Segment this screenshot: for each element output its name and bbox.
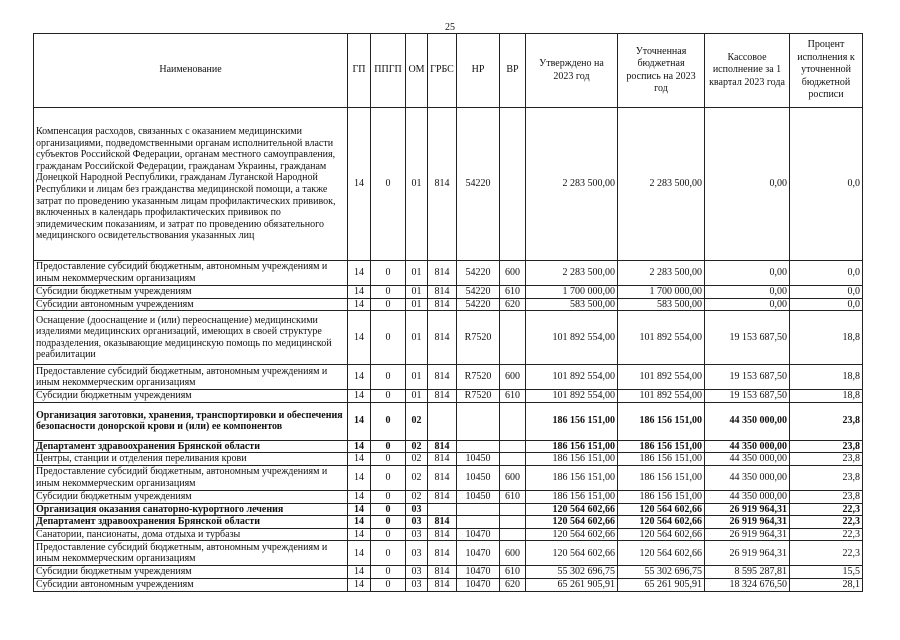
table-row (34, 516, 863, 529)
cell-refined: 2 283 500,00 (618, 108, 705, 261)
cell-ppgp: 0 (371, 390, 406, 403)
cell-name: Оснащение (дооснащение и (или) переоснащение) медицинскими изделиями медицинских организаций, имеющих в своей структуре подразделения, оказывающие медицинскую помощь по медицинской реабилитации (34, 311, 348, 365)
header-approved: Утверждено на 2023 год (526, 34, 618, 108)
cell-name: Субсидии бюджетным учреждениям (34, 286, 348, 299)
cell-name: Компенсация расходов, связанных с оказанием медицинскими организациями, подведомственными органам исполнительной власти субъектов Российской Федерации, органам местного самоуправления, гражданам Российской Федерации, гражданам Украины, гражданам Донецкой Народной Республики, гражданам Луганской Народной Республики и лицам без гражданства медицинской помощи, а также затрат по проведению указанным лицам профилактических прививок, включенных в календарь профилактических прививок по эпидемическим показаниям, и затрат по проведению обязательного медицинского освидетельствования указанных лиц (34, 108, 348, 261)
cell-cash: 26 919 964,31 (705, 503, 790, 516)
cell-refined: 101 892 554,00 (618, 390, 705, 403)
cell-grbs: 814 (428, 108, 457, 261)
cell-gp: 14 (348, 516, 371, 529)
cell-gp: 14 (348, 528, 371, 541)
cell-percent: 22,3 (790, 516, 863, 529)
header-om: ОМ (406, 34, 428, 108)
cell-om: 03 (406, 541, 428, 566)
cell-refined: 186 156 151,00 (618, 490, 705, 503)
cell-name: Предоставление субсидий бюджетным, автономным учреждениям и иным некоммерческим организациям (34, 465, 348, 490)
cell-vr (500, 516, 526, 529)
cell-name: Департамент здравоохранения Брянской области (34, 516, 348, 529)
page-number: 25 (445, 22, 455, 33)
cell-nr: 54220 (457, 286, 500, 299)
cell-percent: 28,1 (790, 578, 863, 591)
cell-ppgp: 0 (371, 541, 406, 566)
cell-nr: 10470 (457, 578, 500, 591)
cell-grbs: 814 (428, 311, 457, 365)
cell-cash: 44 350 000,00 (705, 453, 790, 466)
cell-om: 02 (406, 402, 428, 440)
cell-nr: 10450 (457, 453, 500, 466)
cell-vr: 620 (500, 298, 526, 311)
table-row (34, 311, 863, 365)
table-row (34, 578, 863, 591)
cell-grbs: 814 (428, 490, 457, 503)
cell-gp: 14 (348, 286, 371, 299)
cell-ppgp: 0 (371, 261, 406, 286)
cell-nr: R7520 (457, 365, 500, 390)
table-row (34, 390, 863, 403)
cell-refined: 120 564 602,66 (618, 516, 705, 529)
cell-gp: 14 (348, 566, 371, 579)
cell-cash: 44 350 000,00 (705, 402, 790, 440)
cell-approved: 120 564 602,66 (526, 516, 618, 529)
cell-percent: 22,3 (790, 528, 863, 541)
cell-gp: 14 (348, 453, 371, 466)
cell-ppgp: 0 (371, 402, 406, 440)
cell-vr (500, 440, 526, 453)
cell-refined: 65 261 905,91 (618, 578, 705, 591)
cell-nr: R7520 (457, 390, 500, 403)
cell-grbs: 814 (428, 453, 457, 466)
cell-grbs: 814 (428, 541, 457, 566)
table-row (34, 440, 863, 453)
cell-approved: 583 500,00 (526, 298, 618, 311)
cell-nr: 10470 (457, 541, 500, 566)
cell-grbs: 814 (428, 566, 457, 579)
cell-percent: 0,0 (790, 108, 863, 261)
header-gp: ГП (348, 34, 371, 108)
table-row (34, 503, 863, 516)
cell-vr (500, 311, 526, 365)
cell-nr: 10470 (457, 566, 500, 579)
cell-refined: 55 302 696,75 (618, 566, 705, 579)
cell-approved: 186 156 151,00 (526, 402, 618, 440)
cell-grbs: 814 (428, 440, 457, 453)
cell-nr: 10450 (457, 465, 500, 490)
cell-name: Центры, станции и отделения переливания крови (34, 453, 348, 466)
cell-ppgp: 0 (371, 578, 406, 591)
cell-gp: 14 (348, 108, 371, 261)
cell-cash: 0,00 (705, 286, 790, 299)
cell-vr: 600 (500, 465, 526, 490)
cell-name: Организация заготовки, хранения, транспортировки и обеспечения безопасности донорской крови и (или) ее компонентов (34, 402, 348, 440)
table-row (34, 402, 863, 440)
table-row (34, 108, 863, 261)
cell-cash: 0,00 (705, 108, 790, 261)
cell-name: Предоставление субсидий бюджетным, автономным учреждениям и иным некоммерческим организациям (34, 261, 348, 286)
cell-gp: 14 (348, 402, 371, 440)
cell-cash: 0,00 (705, 261, 790, 286)
cell-om: 02 (406, 490, 428, 503)
table-row (34, 528, 863, 541)
cell-nr (457, 516, 500, 529)
cell-refined: 2 283 500,00 (618, 261, 705, 286)
cell-om: 01 (406, 286, 428, 299)
cell-cash: 19 153 687,50 (705, 390, 790, 403)
cell-approved: 65 261 905,91 (526, 578, 618, 591)
cell-vr (500, 528, 526, 541)
cell-vr: 610 (500, 286, 526, 299)
cell-name: Субсидии автономным учреждениям (34, 578, 348, 591)
cell-nr: 10450 (457, 490, 500, 503)
header-grbs: ГРБС (428, 34, 457, 108)
cell-grbs: 814 (428, 465, 457, 490)
cell-name: Департамент здравоохранения Брянской области (34, 440, 348, 453)
cell-refined: 186 156 151,00 (618, 465, 705, 490)
header-row (34, 34, 863, 108)
cell-ppgp: 0 (371, 465, 406, 490)
cell-om: 03 (406, 528, 428, 541)
cell-cash: 44 350 000,00 (705, 440, 790, 453)
header-vr: ВР (500, 34, 526, 108)
cell-grbs: 814 (428, 528, 457, 541)
cell-vr (500, 402, 526, 440)
cell-grbs: 814 (428, 261, 457, 286)
cell-vr: 600 (500, 541, 526, 566)
table-row (34, 453, 863, 466)
cell-gp: 14 (348, 490, 371, 503)
cell-name: Санатории, пансионаты, дома отдыха и турбазы (34, 528, 348, 541)
cell-ppgp: 0 (371, 503, 406, 516)
cell-refined: 101 892 554,00 (618, 311, 705, 365)
cell-percent: 23,8 (790, 440, 863, 453)
cell-percent: 18,8 (790, 390, 863, 403)
table-row (34, 541, 863, 566)
cell-cash: 19 153 687,50 (705, 311, 790, 365)
cell-vr: 610 (500, 566, 526, 579)
cell-cash: 44 350 000,00 (705, 465, 790, 490)
cell-gp: 14 (348, 541, 371, 566)
cell-cash: 26 919 964,31 (705, 541, 790, 566)
cell-refined: 186 156 151,00 (618, 453, 705, 466)
cell-approved: 186 156 151,00 (526, 490, 618, 503)
cell-om: 03 (406, 578, 428, 591)
header-percent: Процент исполнения к уточненной бюджетной росписи (790, 34, 863, 108)
cell-om: 03 (406, 516, 428, 529)
cell-approved: 55 302 696,75 (526, 566, 618, 579)
cell-vr: 610 (500, 490, 526, 503)
cell-refined: 101 892 554,00 (618, 365, 705, 390)
cell-vr: 600 (500, 261, 526, 286)
cell-name: Предоставление субсидий бюджетным, автономным учреждениям и иным некоммерческим организациям (34, 365, 348, 390)
cell-grbs (428, 503, 457, 516)
cell-vr (500, 453, 526, 466)
table-row (34, 298, 863, 311)
cell-approved: 120 564 602,66 (526, 503, 618, 516)
cell-grbs (428, 402, 457, 440)
cell-approved: 1 700 000,00 (526, 286, 618, 299)
cell-percent: 22,3 (790, 503, 863, 516)
table-row (34, 490, 863, 503)
cell-cash: 18 324 676,50 (705, 578, 790, 591)
cell-approved: 101 892 554,00 (526, 390, 618, 403)
cell-refined: 120 564 602,66 (618, 528, 705, 541)
cell-nr: 10470 (457, 528, 500, 541)
table-row (34, 465, 863, 490)
cell-name: Организация оказания санаторно-курортного лечения (34, 503, 348, 516)
cell-om: 01 (406, 311, 428, 365)
cell-nr (457, 402, 500, 440)
cell-approved: 101 892 554,00 (526, 311, 618, 365)
cell-ppgp: 0 (371, 566, 406, 579)
header-name: Наименование (34, 34, 348, 108)
cell-approved: 2 283 500,00 (526, 261, 618, 286)
cell-grbs: 814 (428, 516, 457, 529)
cell-om: 02 (406, 440, 428, 453)
cell-percent: 18,8 (790, 311, 863, 365)
cell-ppgp: 0 (371, 528, 406, 541)
cell-om: 01 (406, 108, 428, 261)
cell-om: 01 (406, 365, 428, 390)
cell-nr (457, 440, 500, 453)
cell-percent: 18,8 (790, 365, 863, 390)
cell-approved: 186 156 151,00 (526, 453, 618, 466)
cell-ppgp: 0 (371, 453, 406, 466)
cell-ppgp: 0 (371, 108, 406, 261)
cell-gp: 14 (348, 261, 371, 286)
cell-ppgp: 0 (371, 311, 406, 365)
cell-nr: R7520 (457, 311, 500, 365)
cell-approved: 120 564 602,66 (526, 528, 618, 541)
cell-name: Предоставление субсидий бюджетным, автономным учреждениям и иным некоммерческим организациям (34, 541, 348, 566)
cell-cash: 8 595 287,81 (705, 566, 790, 579)
cell-percent: 23,8 (790, 490, 863, 503)
cell-approved: 101 892 554,00 (526, 365, 618, 390)
table-row (34, 261, 863, 286)
cell-nr: 54220 (457, 261, 500, 286)
cell-ppgp: 0 (371, 440, 406, 453)
cell-ppgp: 0 (371, 516, 406, 529)
cell-grbs: 814 (428, 286, 457, 299)
cell-approved: 186 156 151,00 (526, 440, 618, 453)
cell-percent: 0,0 (790, 286, 863, 299)
cell-grbs: 814 (428, 365, 457, 390)
cell-ppgp: 0 (371, 298, 406, 311)
cell-om: 02 (406, 465, 428, 490)
cell-ppgp: 0 (371, 286, 406, 299)
cell-vr: 620 (500, 578, 526, 591)
cell-gp: 14 (348, 465, 371, 490)
cell-name: Субсидии бюджетным учреждениям (34, 390, 348, 403)
table-row (34, 566, 863, 579)
cell-grbs: 814 (428, 578, 457, 591)
cell-percent: 0,0 (790, 261, 863, 286)
cell-grbs: 814 (428, 298, 457, 311)
cell-refined: 186 156 151,00 (618, 440, 705, 453)
budget-table (33, 33, 863, 592)
cell-refined: 186 156 151,00 (618, 402, 705, 440)
cell-gp: 14 (348, 298, 371, 311)
cell-percent: 22,3 (790, 541, 863, 566)
cell-om: 01 (406, 390, 428, 403)
cell-name: Субсидии автономным учреждениям (34, 298, 348, 311)
cell-om: 01 (406, 261, 428, 286)
cell-cash: 19 153 687,50 (705, 365, 790, 390)
cell-gp: 14 (348, 578, 371, 591)
cell-refined: 120 564 602,66 (618, 541, 705, 566)
cell-name: Субсидии бюджетным учреждениям (34, 566, 348, 579)
cell-cash: 26 919 964,31 (705, 516, 790, 529)
cell-gp: 14 (348, 390, 371, 403)
cell-approved: 2 283 500,00 (526, 108, 618, 261)
cell-percent: 23,8 (790, 453, 863, 466)
cell-gp: 14 (348, 365, 371, 390)
cell-approved: 186 156 151,00 (526, 465, 618, 490)
cell-nr: 54220 (457, 298, 500, 311)
cell-name: Субсидии бюджетным учреждениям (34, 490, 348, 503)
header-cash: Кассовое исполнение за 1 квартал 2023 года (705, 34, 790, 108)
cell-ppgp: 0 (371, 365, 406, 390)
cell-percent: 15,5 (790, 566, 863, 579)
cell-om: 03 (406, 503, 428, 516)
cell-om: 01 (406, 298, 428, 311)
table-body (34, 108, 863, 592)
cell-cash: 0,00 (705, 298, 790, 311)
cell-ppgp: 0 (371, 490, 406, 503)
cell-refined: 120 564 602,66 (618, 503, 705, 516)
cell-vr: 600 (500, 365, 526, 390)
cell-cash: 26 919 964,31 (705, 528, 790, 541)
cell-percent: 0,0 (790, 298, 863, 311)
table-row (34, 286, 863, 299)
cell-gp: 14 (348, 311, 371, 365)
cell-nr (457, 503, 500, 516)
cell-vr: 610 (500, 390, 526, 403)
cell-percent: 23,8 (790, 402, 863, 440)
cell-grbs: 814 (428, 390, 457, 403)
cell-refined: 583 500,00 (618, 298, 705, 311)
cell-vr (500, 108, 526, 261)
header-nr: НР (457, 34, 500, 108)
cell-refined: 1 700 000,00 (618, 286, 705, 299)
cell-om: 03 (406, 566, 428, 579)
header-ppgp: ППГП (371, 34, 406, 108)
header-refined: Уточненная бюджетная роспись на 2023 год (618, 34, 705, 108)
cell-cash: 44 350 000,00 (705, 490, 790, 503)
cell-gp: 14 (348, 440, 371, 453)
cell-om: 02 (406, 453, 428, 466)
table-row (34, 365, 863, 390)
cell-nr: 54220 (457, 108, 500, 261)
cell-approved: 120 564 602,66 (526, 541, 618, 566)
cell-percent: 23,8 (790, 465, 863, 490)
cell-gp: 14 (348, 503, 371, 516)
cell-vr (500, 503, 526, 516)
